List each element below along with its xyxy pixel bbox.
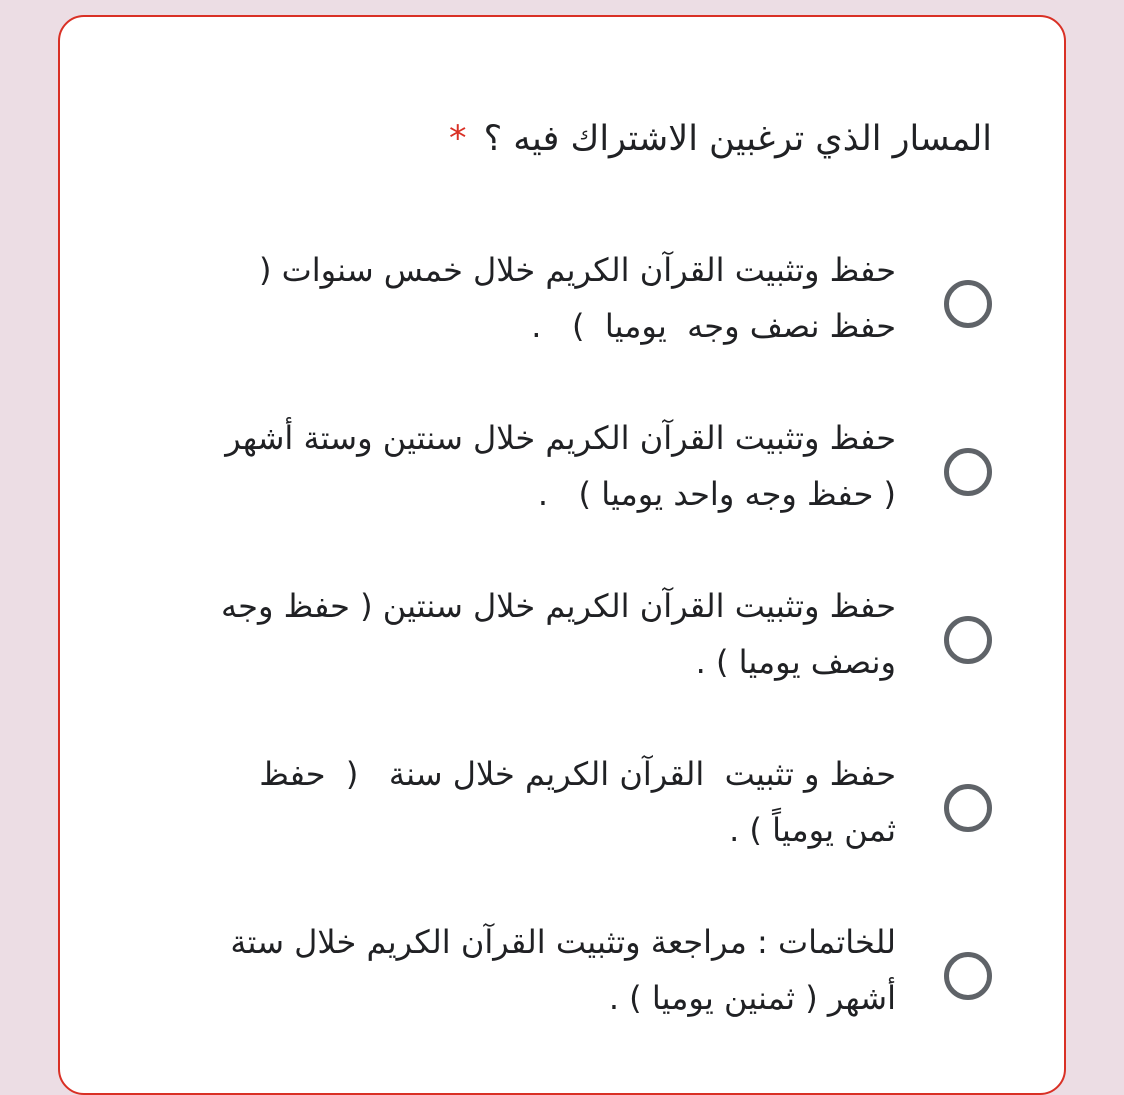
option-label: [156, 914, 896, 1026]
option-label-line: حفظ و تثبيت القرآن الكريم خلال سنة ( حفظ: [259, 755, 896, 793]
radio-button[interactable]: [944, 952, 992, 1000]
radio-option-two-and-half-years[interactable]: [112, 410, 992, 540]
radio-button[interactable]: [944, 616, 992, 664]
radio-button[interactable]: [944, 448, 992, 496]
option-label-line: حفظ وتثبيت القرآن الكريم خلال خمس سنوات (: [258, 251, 896, 289]
option-label-line: ثمن يومياً ) .: [729, 811, 896, 849]
option-label-line: للخاتمات : مراجعة وتثبيت القرآن الكريم خلال ستة: [230, 923, 896, 961]
question-text: المسار الذي ترغبين الاشتراك فيه ؟: [483, 119, 992, 159]
option-label-line: ( حفظ وجه واحد يوميا ) .: [537, 475, 896, 513]
option-label: [156, 746, 896, 858]
radio-option-one-year[interactable]: [112, 746, 992, 876]
option-label: [156, 410, 896, 522]
radio-option-five-years[interactable]: [112, 242, 992, 372]
radio-option-two-years[interactable]: [112, 578, 992, 708]
question-title: [449, 109, 992, 169]
option-label-line: حفظ نصف وجه يوميا ) .: [531, 307, 896, 345]
option-label: [156, 578, 896, 690]
question-card: [58, 15, 1066, 1095]
radio-option-khatimat[interactable]: [112, 914, 992, 1044]
required-asterisk: *: [448, 119, 467, 159]
option-label-line: حفظ وتثبيت القرآن الكريم خلال سنتين وستة أشهر: [225, 419, 896, 457]
radio-button[interactable]: [944, 784, 992, 832]
radio-button[interactable]: [944, 280, 992, 328]
option-label-line: حفظ وتثبيت القرآن الكريم خلال سنتين ( حفظ وجه: [221, 587, 896, 625]
option-label: [156, 242, 896, 354]
option-label-line: ونصف يوميا ) .: [695, 643, 896, 681]
option-label-line: أشهر ( ثمنين يوميا ) .: [608, 979, 896, 1017]
